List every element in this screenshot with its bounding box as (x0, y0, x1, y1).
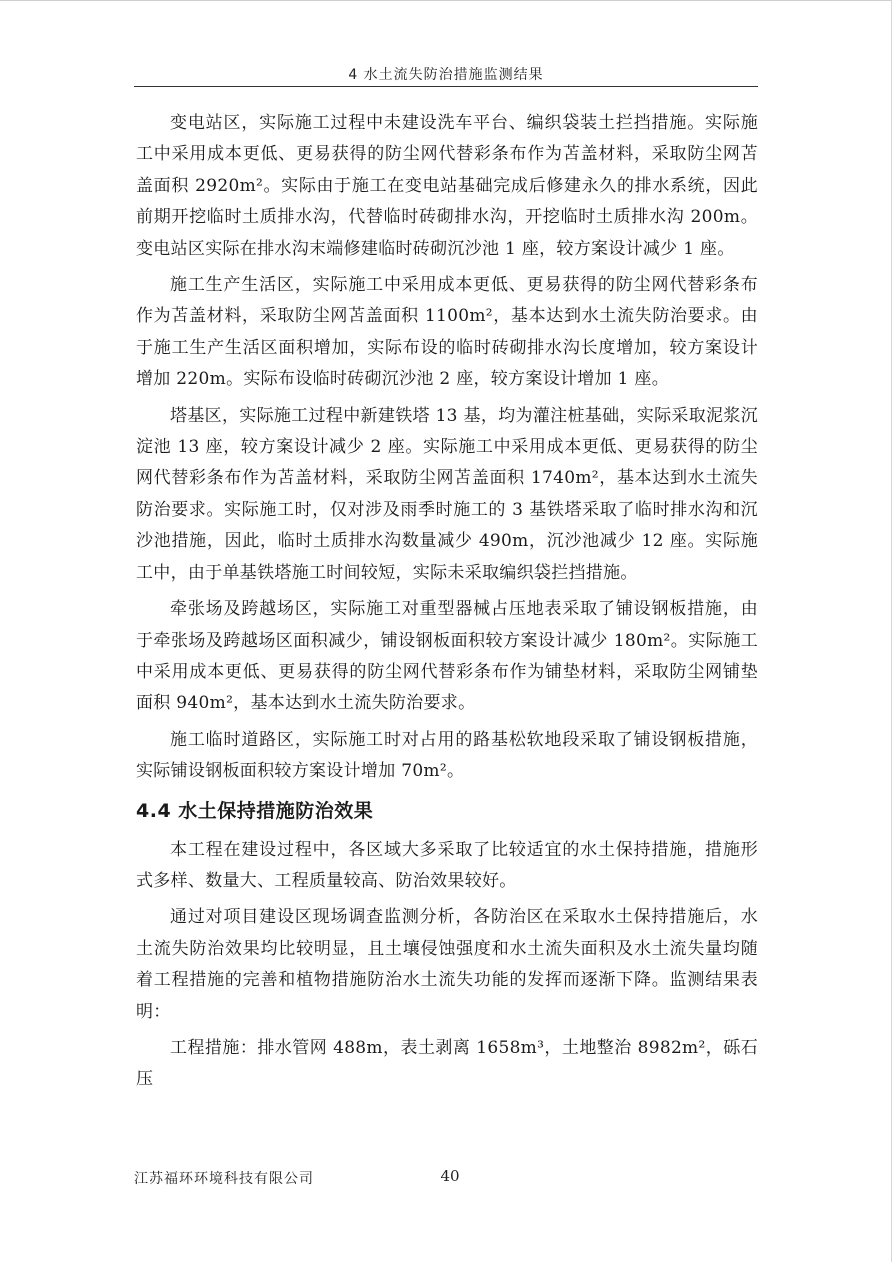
footer-company: 江苏福环环境科技有限公司 (134, 1171, 314, 1187)
running-header: 4 水土流失防治措施监测结果 (348, 67, 544, 83)
paragraph-overview: 本工程在建设过程中，各区域大多采取了比较适宜的水土保持措施，措施形式多样、数量大、工程质量较高、防治效果较好。 (136, 839, 758, 891)
paragraph-monitoring-analysis: 通过对项目建设区现场调查监测分析，各防治区在采取水土保持措施后，水土流失防治效果均比较明显，且土壤侵蚀强度和水土流失面积及水土流失量均随着工程措施的完善和植物措施防治水土流失功能的发挥而逐渐下降。监测结果表明： (136, 907, 758, 1022)
paragraph-engineering-measures: 工程措施：排水管网 488m，表土剥离 1658m³，土地整治 8982m²，砾石压 (136, 1037, 758, 1090)
header-rule (134, 86, 758, 87)
page-number: 40 (440, 1167, 460, 1185)
paragraph-tension-crossing-area: 牵张场及跨越场区，实际施工对重型器械占压地表采取了铺设钢板措施，由于牵张场及跨越场区面积减少，铺设钢板面积较方案设计减少 180m²。实际施工中采用成本更低、更易获得的防尘网代替彩条布作为铺垫材料，采取防尘网铺垫面积 940m²，基本达到水土流失防治要求。 (136, 599, 758, 714)
document-body (136, 108, 758, 1101)
paragraph-substation: 变电站区，实际施工过程中未建设洗车平台、编织袋装土拦挡措施。实际施工中采用成本更低、更易获得的防尘网代替彩条布作为苫盖材料，采取防尘网苫盖面积 2920m²。实际由于施工在变电站基础完成后修建永久的排水系统，因此前期开挖临时土质排水沟，代替临时砖砌排水沟，开挖临时土质排水沟 200m。变电站区实际在排水沟末端修建临时砖砌沉沙池 1 座，较方案设计减少 1 座。 (136, 113, 758, 259)
paragraph-tower-base-area: 塔基区，实际施工过程中新建铁塔 13 基，均为灌注桩基础，实际采取泥浆沉淀池 13 座，较方案设计减少 2 座。实际施工中采用成本更低、更易获得的防尘网代替彩条布作为苫盖材料，采取防尘网苫盖面积 1740m²，基本达到水土流失防治要求。实际施工时，仅对涉及雨季时施工的 3 基铁塔采取了临时排水沟和沉沙池措施，因此，临时土质排水沟数量减少 490m，沉沙池减少 12 座。实际施工中，由于单基铁塔施工时间较短，实际未采取编织袋拦挡措施。 (136, 405, 758, 583)
paragraph-temporary-road-area: 施工临时道路区，实际施工时对占用的路基松软地段采取了铺设钢板措施，实际铺设钢板面积较方案设计增加 70m²。 (136, 729, 758, 782)
paragraph-construction-living-area: 施工生产生活区，实际施工中采用成本更低、更易获得的防尘网代替彩条布作为苫盖材料，采取防尘网苫盖面积 1100m²，基本达到水土流失防治要求。由于施工生产生活区面积增加，实际布设的临时砖砌排水沟长度增加，较方案设计增加 220m。实际布设临时砖砌沉沙池 2 座，较方案设计增加 1 座。 (136, 275, 758, 390)
section-heading: 4.4 水土保持措施防治效果 (136, 799, 374, 822)
